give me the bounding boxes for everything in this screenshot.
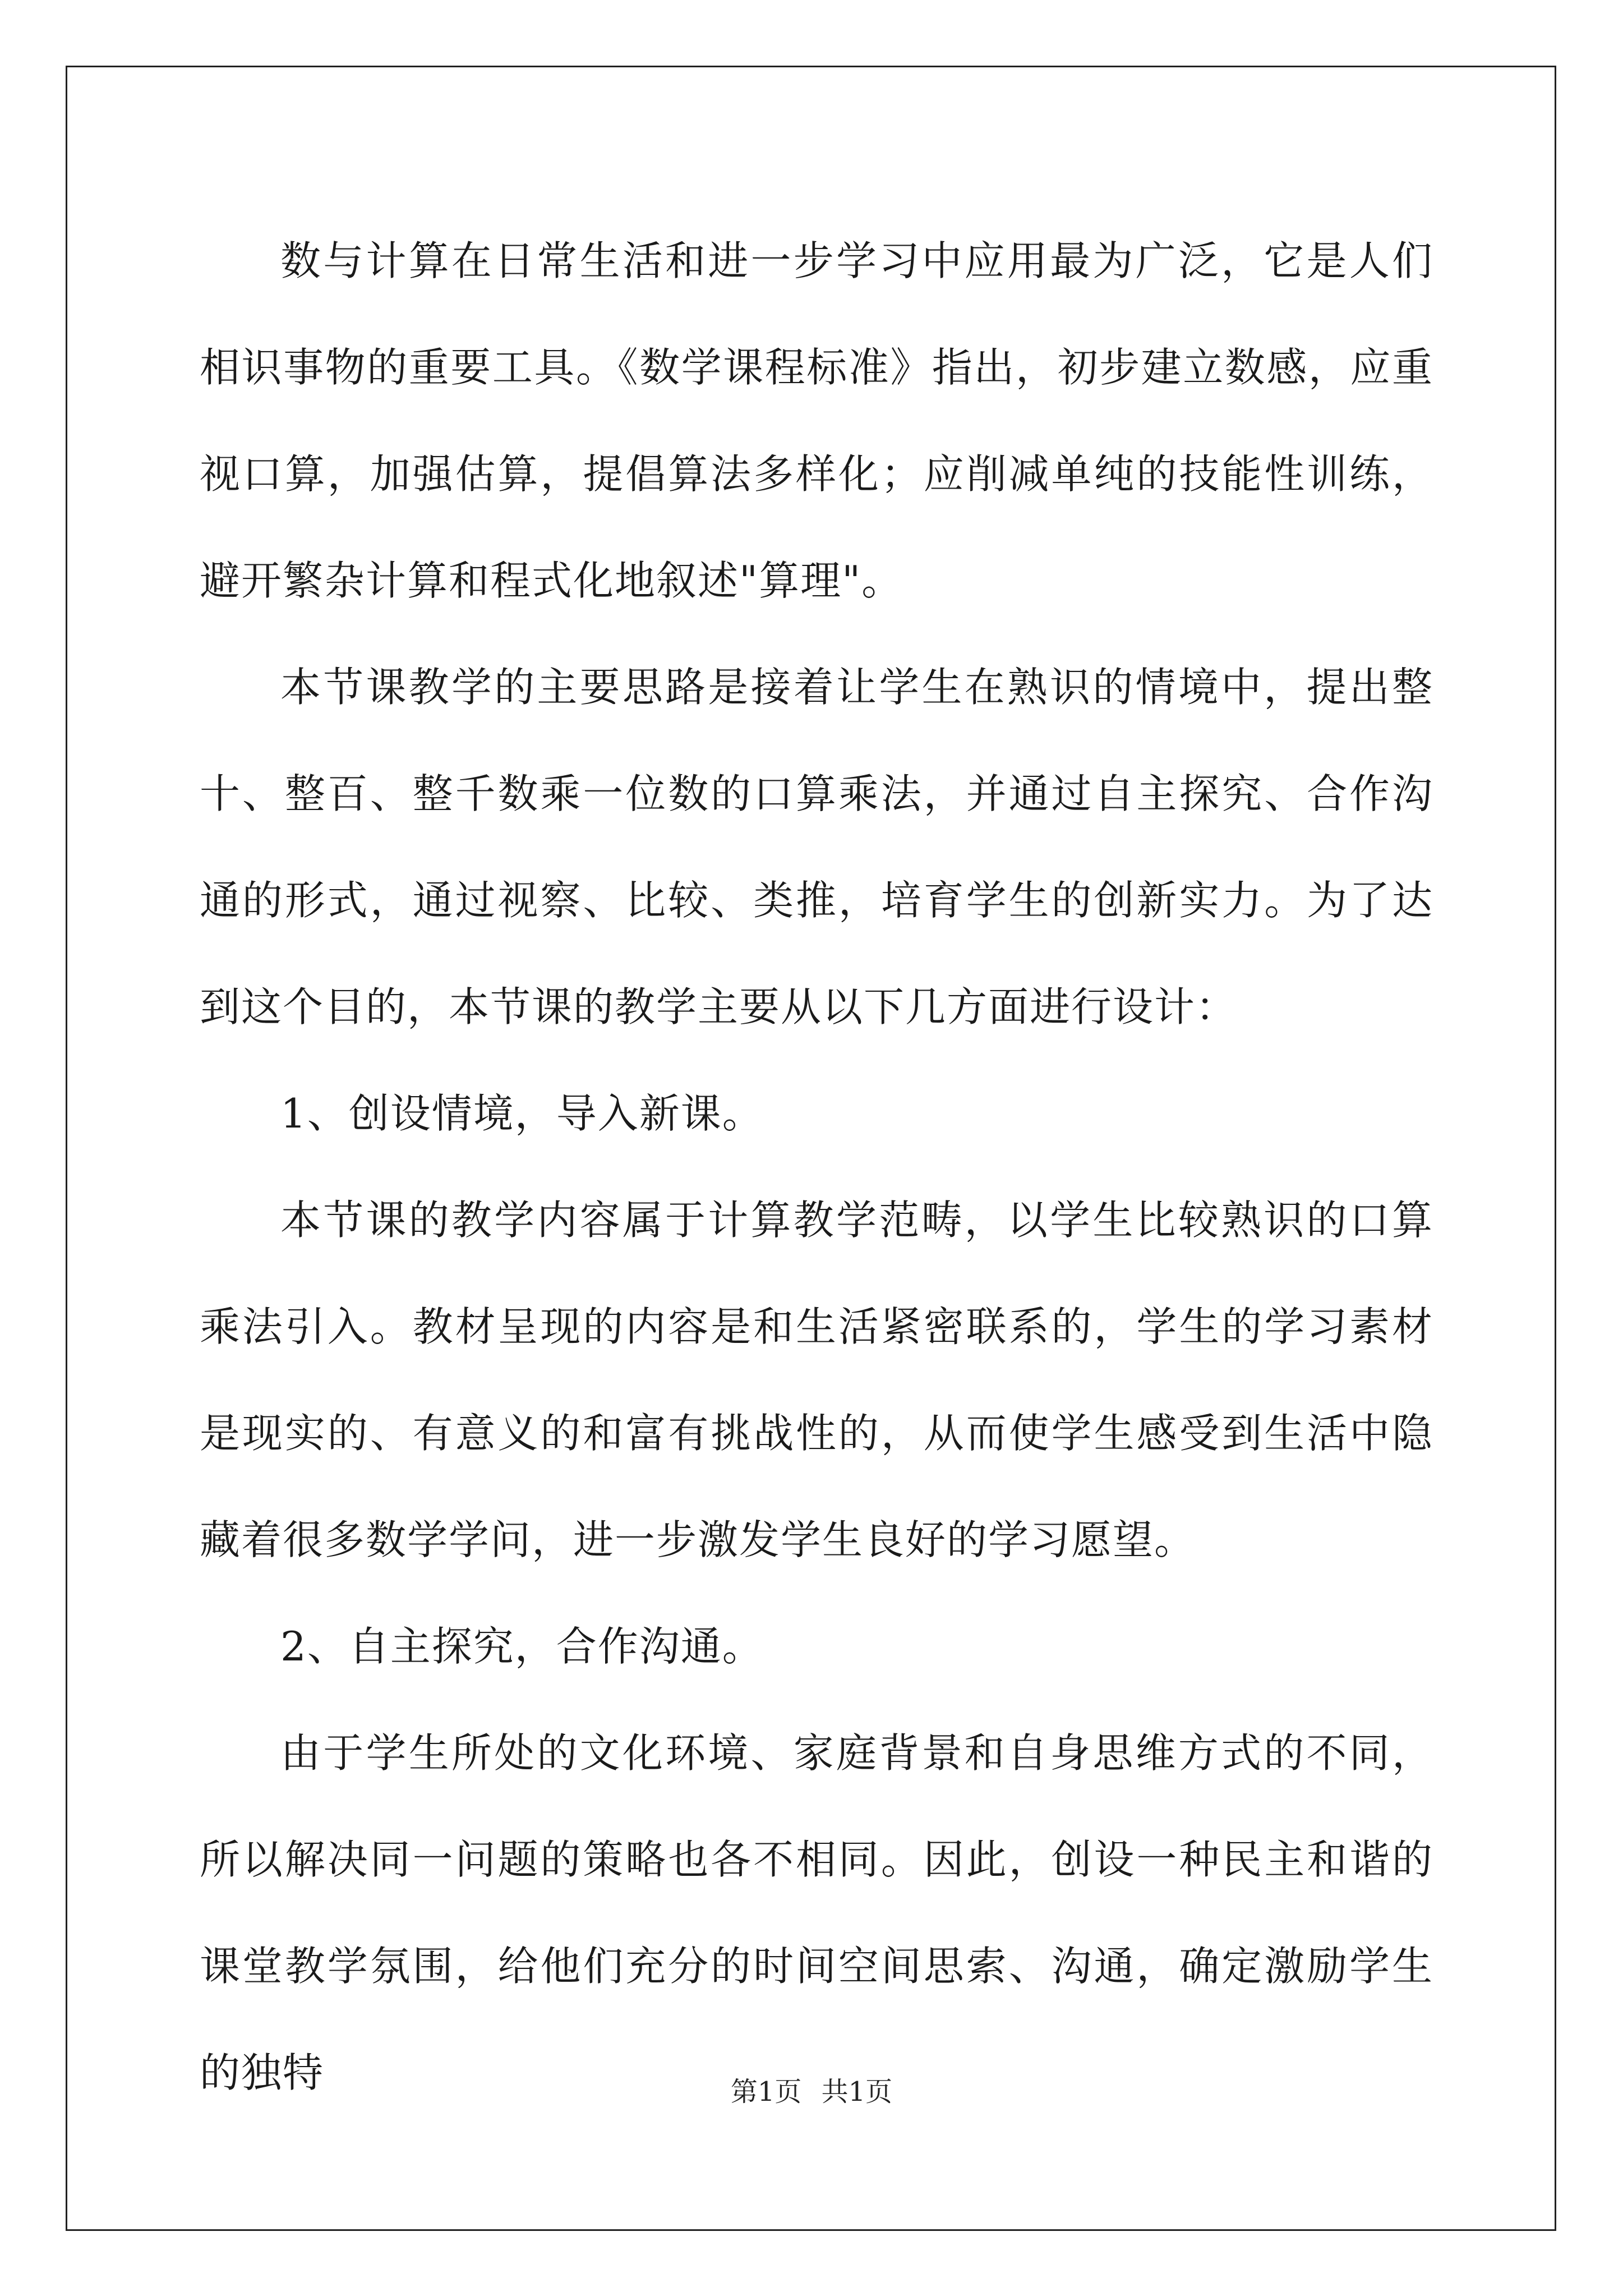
document-body: [200, 208, 1433, 2126]
paragraph-lesson-approach: 本节课教学的主要思路是接着让学生在熟识的情境中，提出整十、整百、整千数乘一位数的口算乘法，并通过自主探究、合作沟通的形式，通过视察、比较、类推，培育学生的创新实力。为了达到这个目的，本节课的教学主要从以下几方面进行设计：: [200, 664, 1433, 1030]
paragraph-intro: 数与计算在日常生活和进一步学习中应用最为广泛，它是人们相识事物的重要工具。《数学课程标准》指出，初步建立数感，应重视口算，加强估算，提倡算法多样化；应削减单纯的技能性训练，避开繁杂计算和程式化地叙述"算理"。: [200, 237, 1433, 604]
paragraph-section-2: 由于学生所处的文化环境、家庭背景和自身思维方式的不同，所以解决同一问题的策略也各不相同。因此，创设一种民主和谐的课堂教学氛围，给他们充分的时间空间思索、沟通，确定激励学生的独特: [200, 1729, 1433, 2096]
section-heading-2: 2、自主探究，合作沟通。: [280, 1623, 764, 1670]
paragraph-section-1: 本节课的教学内容属于计算教学范畴，以学生比较熟识的口算乘法引入。教材呈现的内容是和生活紧密联系的，学生的学习素材是现实的、有意义的和富有挑战性的，从而使学生感受到生活中隐藏着很多数学学问，进一步激发学生良好的学习愿望。: [200, 1197, 1433, 1563]
page-footer: 第1页 共1页: [730, 2076, 893, 2108]
section-heading-1: 1、创设情境，导入新课。: [280, 1090, 764, 1137]
